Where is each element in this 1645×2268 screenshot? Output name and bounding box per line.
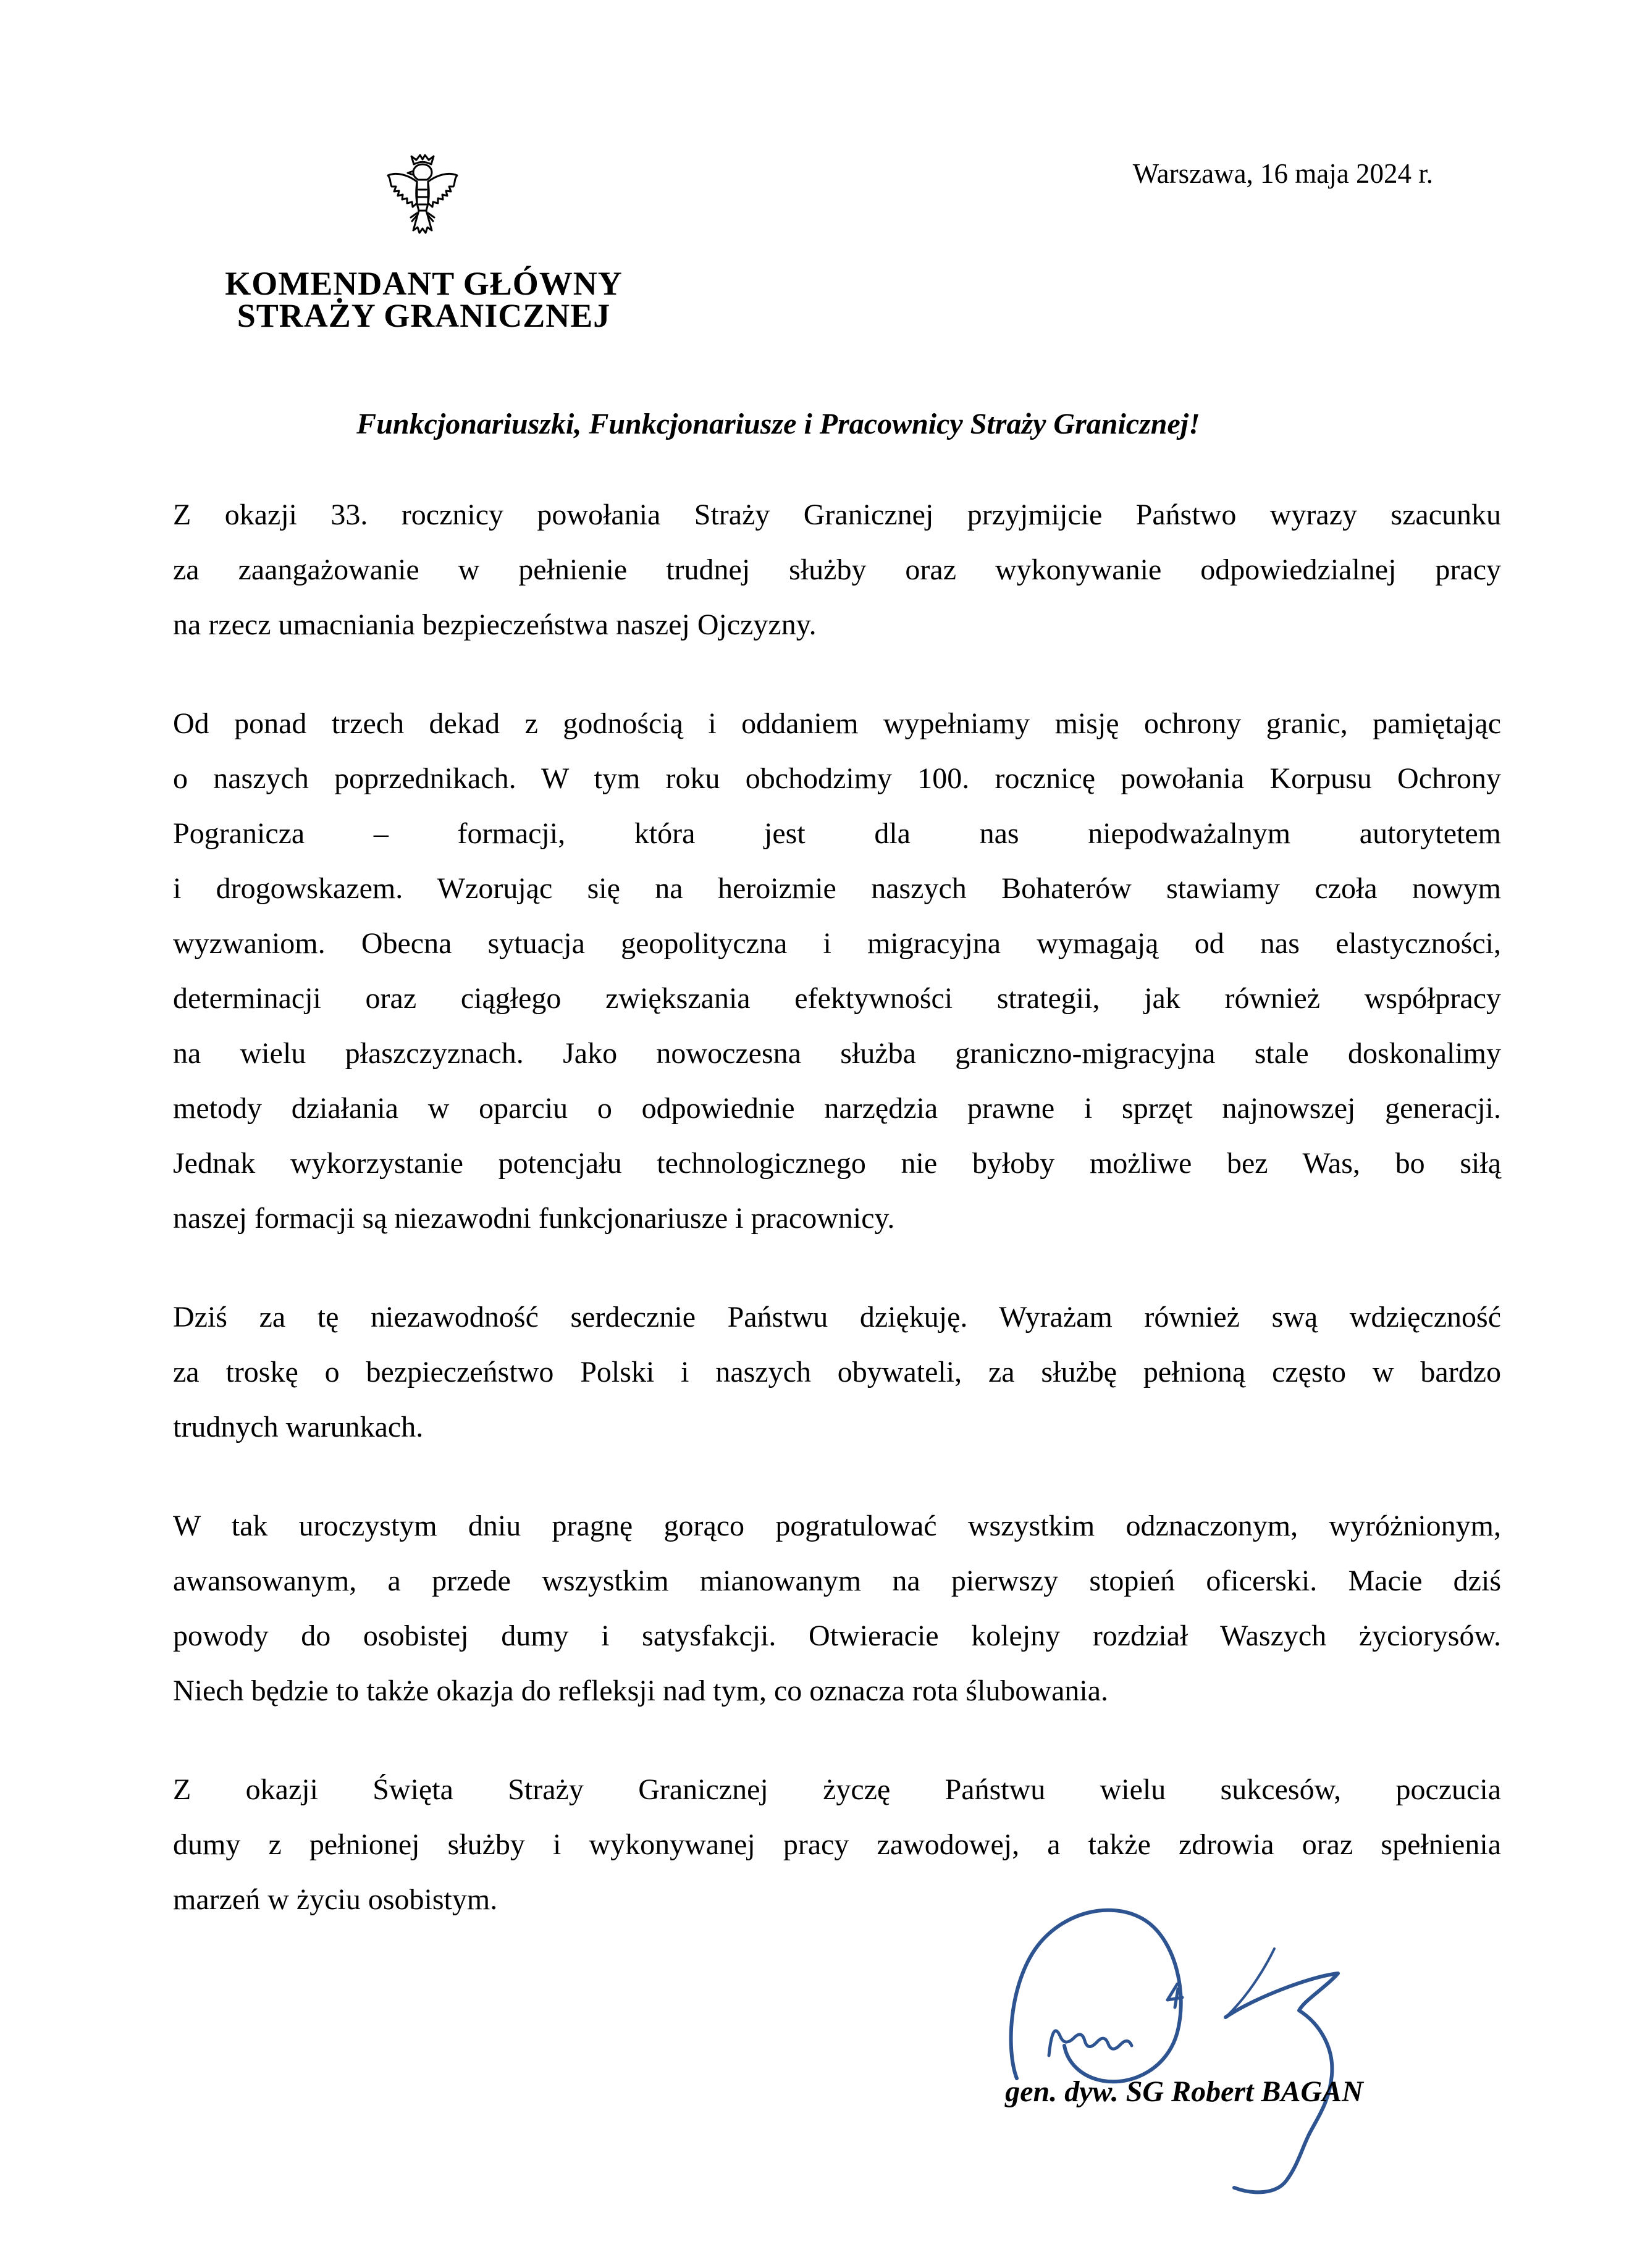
paragraph-line: Z okazji Święta Straży Granicznej życzę Państwu wielu sukcesów, poczucia — [173, 1773, 1501, 1806]
paragraph-line: Pogranicza – formacji, która jest dla nas niepodważalnym autorytetem — [173, 817, 1501, 850]
letter-body — [173, 487, 1501, 1927]
paragraph-line: za zaangażowanie w pełnienie trudnej służby oraz wykonywanie odpowiedzialnej pracy — [173, 553, 1501, 586]
paragraph-line: za troskę o bezpieczeństwo Polski i naszych obywateli, za służbę pełnioną często w bardzo — [173, 1356, 1501, 1388]
signatory-name: gen. dyw. SG Robert BAGAN — [1005, 2075, 1363, 2108]
paragraph-line: trudnych warunkach. — [173, 1411, 424, 1443]
paragraph-line: na wielu płaszczyznach. Jako nowoczesna służba graniczno-migracyjna stale doskonalimy — [173, 1037, 1501, 1070]
paragraph-line: Jednak wykorzystanie potencjału technologicznego nie byłoby możliwe bez Was, bo siłą — [173, 1147, 1501, 1180]
paragraph-line: o naszych poprzednikach. W tym roku obchodzimy 100. rocznicę powołania Korpusu Ochrony — [173, 762, 1501, 795]
paragraph — [173, 1762, 1501, 1927]
paragraph-line: W tak uroczystym dniu pragnę gorąco pogratulować wszystkim odznaczonym, wyróżnionym, — [173, 1510, 1501, 1542]
paragraph — [173, 487, 1501, 652]
paragraph-line: Dziś za tę niezawodność serdecznie Państwu dziękuję. Wyrażam również swą wdzięczność — [173, 1301, 1501, 1334]
sender-header — [208, 267, 640, 332]
paragraph-line: wyzwaniom. Obecna sytuacja geopolityczna i migracyjna wymagają od nas elastyczności, — [173, 927, 1501, 960]
paragraph — [173, 696, 1501, 1246]
sender-title-line1: KOMENDANT GŁÓWNY — [225, 265, 623, 302]
paragraph-line: marzeń w życiu osobistym. — [173, 1883, 498, 1916]
paragraph — [173, 1498, 1501, 1718]
place-and-date-line: Warszawa, 16 maja 2024 r. — [1132, 158, 1433, 189]
paragraph-line: determinacji oraz ciągłego zwiększania efektywności strategii, jak również współpracy — [173, 982, 1501, 1015]
paragraph-line: Z okazji 33. rocznicy powołania Straży Granicznej przyjmijcie Państwo wyrazy szacunku — [173, 498, 1501, 531]
paragraph-line: Od ponad trzech dekad z godnością i oddaniem wypełniamy misję ochrony granic, pamiętając — [173, 707, 1501, 740]
paragraph-line: awansowanym, a przede wszystkim mianowanym na pierwszy stopień oficerski. Macie dziś — [173, 1564, 1501, 1597]
coat-of-arms-eagle-icon — [384, 153, 461, 240]
paragraph-line: na rzecz umacniania bezpieczeństwa naszej Ojczyzny. — [173, 608, 817, 641]
paragraph-line: Niech będzie to także okazja do refleksji nad tym, co oznacza rota ślubowania. — [173, 1674, 1109, 1707]
paragraph-line: powody do osobistej dumy i satysfakcji. Otwieracie kolejny rozdział Waszych życiorysów. — [173, 1619, 1501, 1652]
paragraph-line: naszej formacji są niezawodni funkcjonariusze i pracownicy. — [173, 1202, 895, 1235]
paragraph — [173, 1290, 1501, 1455]
salutation-line: Funkcjonariuszki, Funkcjonariusze i Pracownicy Straży Granicznej! — [356, 408, 1200, 440]
signature-ink — [964, 1890, 1396, 2211]
sender-title-line2: STRAŻY GRANICZNEJ — [237, 297, 611, 334]
paragraph-line: i drogowskazem. Wzorując się na heroizmie naszych Bohaterów stawiamy czoła nowym — [173, 872, 1501, 905]
paragraph-line: metody działania w oparciu o odpowiednie narzędzia prawne i sprzęt najnowszej generacji. — [173, 1092, 1501, 1125]
paragraph-line: dumy z pełnionej służby i wykonywanej pracy zawodowej, a także zdrowia oraz spełnienia — [173, 1828, 1501, 1861]
